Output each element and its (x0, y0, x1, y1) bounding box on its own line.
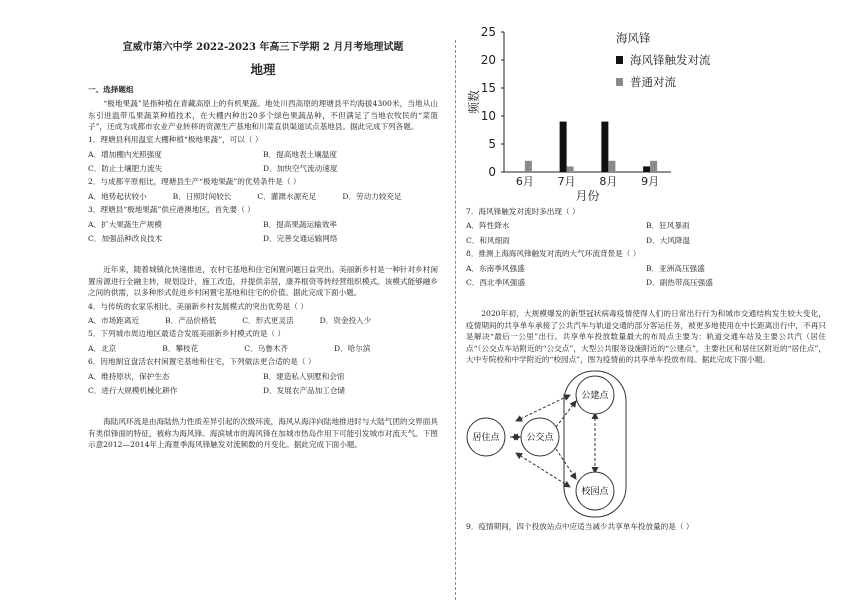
y-tick-label: 20 (480, 53, 496, 67)
option-d: D．大风降温 (646, 235, 691, 245)
y-axis-label: 频数 (467, 89, 481, 115)
question-3: 3．理塘县“极地果蔬”供应港澳地区，首先要（ ） (88, 205, 255, 215)
legend-swatch (616, 78, 623, 86)
right-column (466, 18, 826, 535)
bar-normal (650, 161, 657, 172)
y-tick-label: 5 (488, 137, 496, 151)
option-d: D．加快空气流动速度 (263, 164, 338, 174)
left-column (88, 18, 438, 453)
x-axis-label: 月份 (575, 189, 600, 203)
question-4-options (88, 315, 438, 326)
option-b: B．亚洲高压强盛 (646, 263, 705, 273)
option-a: A．地势起伏较小 (88, 191, 147, 201)
question-2-options (88, 191, 438, 202)
passage-4: 2020年初，大规模爆发的新型冠状病毒疫情使得人们的日常出行行为和城市交通结构发生较大变化，疫情期间的共享单车承接了公共汽车与轨道交通的部分客运任务，被更多地使用在中长距离出行中，不再只是解决“最后一公里”出行。共享单车投放数量最大的布局点主要为：轨道交通车站及主要公共汽（居住点“（公交点车站附近的“公交点”，大型公共服务设施附近的“公建点”，主要社区和居住区附近的“居住点”，大中专院校和中学附近的“校园点”，图为疫情前的共享单车投放布局。据此完成下面小题。 (466, 309, 826, 364)
bar-sea-breeze (560, 122, 567, 172)
option-c: C．加强品种改良技术 (88, 234, 163, 244)
node-campus-label: 校园点 (581, 487, 609, 498)
option-b: B．攀枝花 (162, 343, 199, 353)
chart-title: 海风锋 (616, 31, 651, 45)
option-c: C．乌鲁木齐 (244, 343, 289, 353)
node-public-label: 公建点 (581, 391, 609, 402)
option-a: A．阵性降水 (466, 221, 510, 231)
option-b: B．产品价格低 (165, 316, 217, 325)
bar-normal (567, 166, 574, 172)
option-c: C．防止土壤肥力流失 (88, 164, 163, 174)
chart-svg (466, 24, 826, 204)
legend-label: 普通对流 (630, 75, 676, 89)
option-a: A．扩大果蔬生产规模 (88, 219, 162, 229)
y-tick-label: 15 (480, 81, 496, 95)
diagram-svg (466, 369, 826, 519)
section-heading: 一、选择题组 (88, 84, 134, 94)
exam-title: 宣威市第六中学 2022-2023 年高三下学期 2 月月考地理试题 (122, 42, 404, 53)
bar-sea-breeze (601, 122, 608, 172)
option-a: A．增加棚内光照强度 (88, 149, 162, 159)
option-c: C．进行大规模机械化耕作 (88, 385, 178, 395)
option-d: D．资金投入少 (319, 316, 372, 325)
x-tick-label: 8月 (599, 175, 618, 188)
option-b: B．提高地表土壤温度 (263, 149, 337, 159)
option-b: B．建造私人别墅和会馆 (263, 371, 345, 381)
legend-swatch (616, 56, 623, 64)
column-divider (455, 40, 456, 600)
question-6: 6．因地制宜盘活农村闲置宅基地和住宅，下列做法更合适的是（ ） (88, 357, 316, 367)
option-d: D．完善交通运输网络 (263, 234, 338, 244)
option-b: B．日照时间较长 (172, 191, 232, 201)
x-tick-label: 9月 (641, 175, 660, 188)
option-a: A．维持原状，保护生态 (88, 371, 170, 381)
option-d: D．劳动力较充足 (342, 191, 402, 201)
question-1-options (88, 149, 438, 175)
question-7: 7．海风锋触发对流时多出现（ ） (466, 207, 580, 216)
x-tick-label: 7月 (557, 175, 576, 188)
question-1: 1．理塘县利用温室大棚种植“极地果蔬”，可以（ ） (88, 135, 263, 145)
bike-layout-diagram (466, 369, 826, 519)
option-b: B．提高果蔬运输效率 (263, 219, 337, 229)
option-c: C．西北季风强盛 (466, 277, 525, 287)
question-8: 8．推测上海海风锋触发对流的大气环流背景是（ ） (466, 249, 641, 259)
passage-3: 海陆风环流是由海陆热力性质差异引起的次级环流，海风从海洋向陆地推进时与大陆气团的交界面具有类似锋面的特征，被称为海风锋。海滨城市的海风锋在加城市热岛作用下可能引发城市对流天气。下图示意2012—2014年上海夏季海风锋触发对流频数的月变化。据此完成下面小题。 (88, 417, 438, 450)
link-bus-public (556, 401, 576, 427)
option-d: D．哈尔滨 (334, 343, 371, 353)
question-9: 9．疫情期间，四个投放站点中应适当减少共享单车投放量的是（ ） (466, 522, 694, 532)
node-residence-label: 居住点 (472, 433, 500, 444)
subject-title: 地理 (250, 62, 276, 77)
question-5: 5．下列城市周边地区最适合发展美丽新乡村模式的是（ ） (88, 329, 286, 339)
option-c: C．和风细雨 (466, 235, 510, 245)
option-d: D．发展农产品加工仓储 (263, 385, 346, 395)
y-tick-label: 0 (488, 165, 496, 179)
x-tick-label: 6月 (515, 175, 534, 188)
option-b: B．狂风暴雨 (646, 221, 690, 231)
option-a: A．市场距离近 (88, 316, 140, 325)
legend-label: 海风锋触发对流 (630, 53, 711, 67)
option-c: C．灌溉水源充足 (257, 191, 317, 201)
node-bus-label: 公交点 (526, 433, 554, 444)
question-6-options (88, 371, 438, 397)
bar-sea-breeze (643, 166, 650, 172)
question-5-options (88, 343, 438, 354)
y-tick-label: 25 (480, 25, 496, 39)
question-4: 4．与传统的农家乐相比，美丽新乡村发展模式的突出优势是（ ） (88, 301, 308, 311)
link-residence-public (516, 395, 570, 421)
question-2: 2．与成都平原相比，理塘县生产“极地果蔬”的优势条件是（ ） (88, 177, 301, 187)
bar-normal (525, 161, 532, 172)
bar-normal (608, 161, 615, 172)
question-8-options (466, 263, 826, 289)
link-bus-campus (556, 449, 576, 479)
option-d: D．副热带高压强盛 (646, 277, 713, 287)
question-3-options (88, 219, 438, 245)
option-c: C．形式更灵活 (242, 316, 294, 325)
passage-1: “极地果蔬”是指种植在青藏高原上的有机果蔬。地处川西高原的理塘县平均海拔4300米，当地从山东引进温带瓜果蔬菜种植技术，在大棚内种出20多个绿色果蔬品种，不但满足了当地农牧民的“菜篮子”，还成为成都市农业产业转移的资源生产基地和川菜直供渠道试点基地县。据此完成下列各题。 (88, 99, 438, 131)
y-tick-label: 10 (480, 109, 496, 123)
option-a: A．东南季风强盛 (466, 263, 525, 273)
sea-breeze-chart (466, 24, 826, 204)
passage-2: 近年来，随着城镇化快速推进，农村宅基地和住宅闲置问题日益突出。美丽新乡村是一种针对乡村闲置房源进行全融主转，规划设计，施工改造，并提供亲居，康养框资等转经营组织模式。该模式能够融乡之间的供需，以多种形式促进乡村闲置宅基地和住宅的价值。据此完成下面小题。 (88, 265, 438, 298)
option-a: A．北京 (88, 343, 117, 353)
question-7-options (466, 220, 826, 246)
